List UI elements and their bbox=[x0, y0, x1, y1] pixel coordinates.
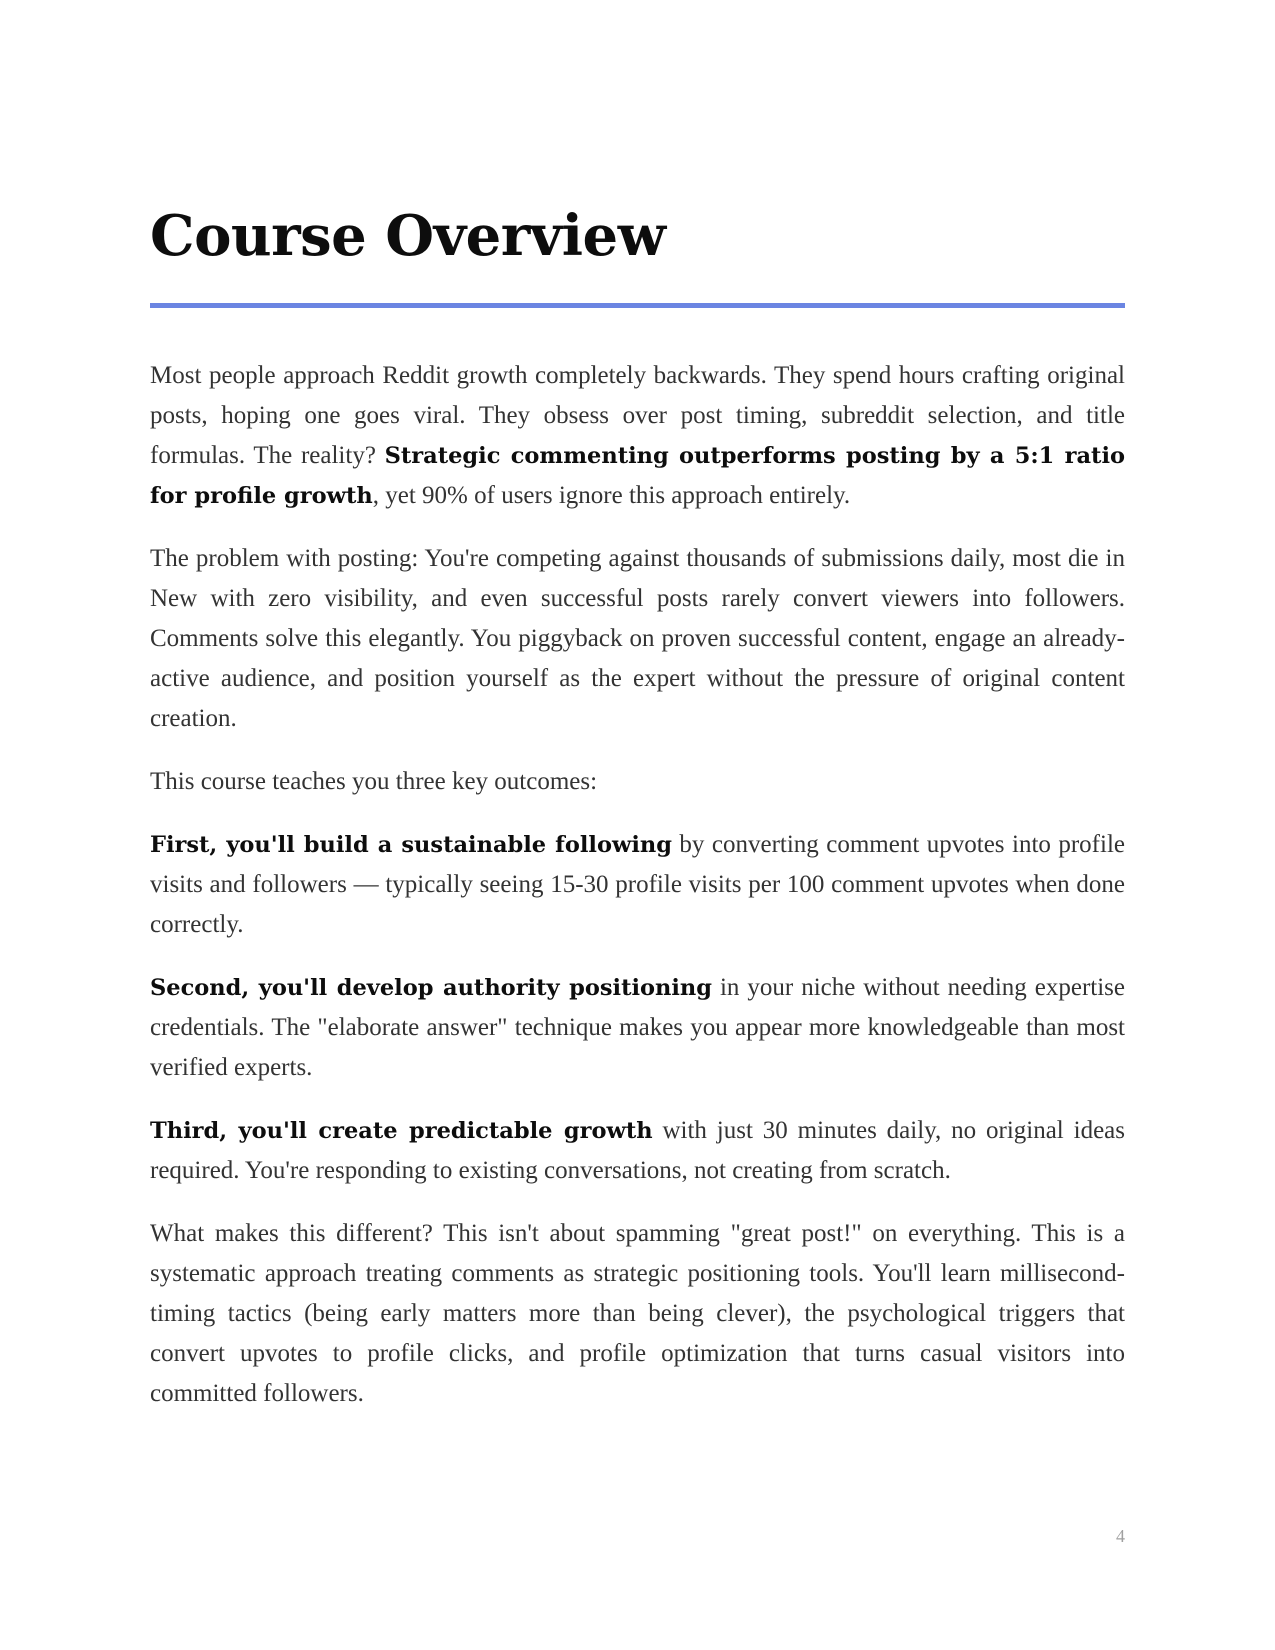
outcome-third-text: with just 30 minutes daily, no original ideas required. You're responding to existing conversations, not creating from scratch. bbox=[150, 1117, 1125, 1184]
outcome-second-heading: Second, you'll develop authority positioning bbox=[150, 975, 713, 1001]
paragraph-intro bbox=[150, 356, 1125, 516]
paragraph-problem: The problem with posting: You're competing against thousands of submissions daily, most die in New with zero visibility, and even successful posts rarely convert viewers into followers. Comments solve this elegantly. You piggyback on proven successful content, engage an already-active audience, and position yourself as the expert without the pressure of original content creation. bbox=[150, 545, 1125, 732]
outcome-first-text: by converting comment upvotes into profile visits and followers — typically seeing 15-30 profile visits per 100 comment upvotes when done correctly. bbox=[150, 831, 1125, 938]
outcome-third-heading: Third, you'll create predictable growth bbox=[150, 1118, 653, 1144]
body-text bbox=[150, 356, 1125, 1437]
page-number: 4 bbox=[1116, 1526, 1125, 1546]
paragraph-outcome-first bbox=[150, 825, 1125, 945]
title-divider bbox=[150, 303, 1125, 308]
paragraph-intro-emphasis: Strategic commenting outperforms posting by a 5:1 ratio for profile growth bbox=[150, 443, 1126, 509]
paragraph-outcomes-intro: This course teaches you three key outcomes: bbox=[150, 768, 598, 795]
outcome-second-text: in your niche without needing expertise credentials. The "elaborate answer" technique makes you appear more knowledgeable than most verified experts. bbox=[150, 974, 1125, 1081]
paragraph-intro-lead: Most people approach Reddit growth completely backwards. They spend hours crafting original posts, hoping one goes viral. They obsess over post timing, subreddit selection, and title formulas. The reality? bbox=[150, 362, 1125, 469]
outcome-first-heading: First, you'll build a sustainable following bbox=[150, 832, 672, 858]
paragraph-intro-tail: , yet 90% of users ignore this approach entirely. bbox=[372, 482, 851, 509]
page-title: Course Overview bbox=[150, 203, 666, 269]
paragraph-outcome-third bbox=[150, 1111, 1125, 1191]
paragraph-outcome-second bbox=[150, 968, 1125, 1088]
paragraph-difference: What makes this different? This isn't about spamming "great post!" on everything. This is a systematic approach treating comments as strategic positioning tools. You'll learn millisecond-timing tactics (being early matters more than being clever), the psychological triggers that convert upvotes to profile clicks, and profile optimization that turns casual visitors into committed followers. bbox=[150, 1220, 1125, 1407]
